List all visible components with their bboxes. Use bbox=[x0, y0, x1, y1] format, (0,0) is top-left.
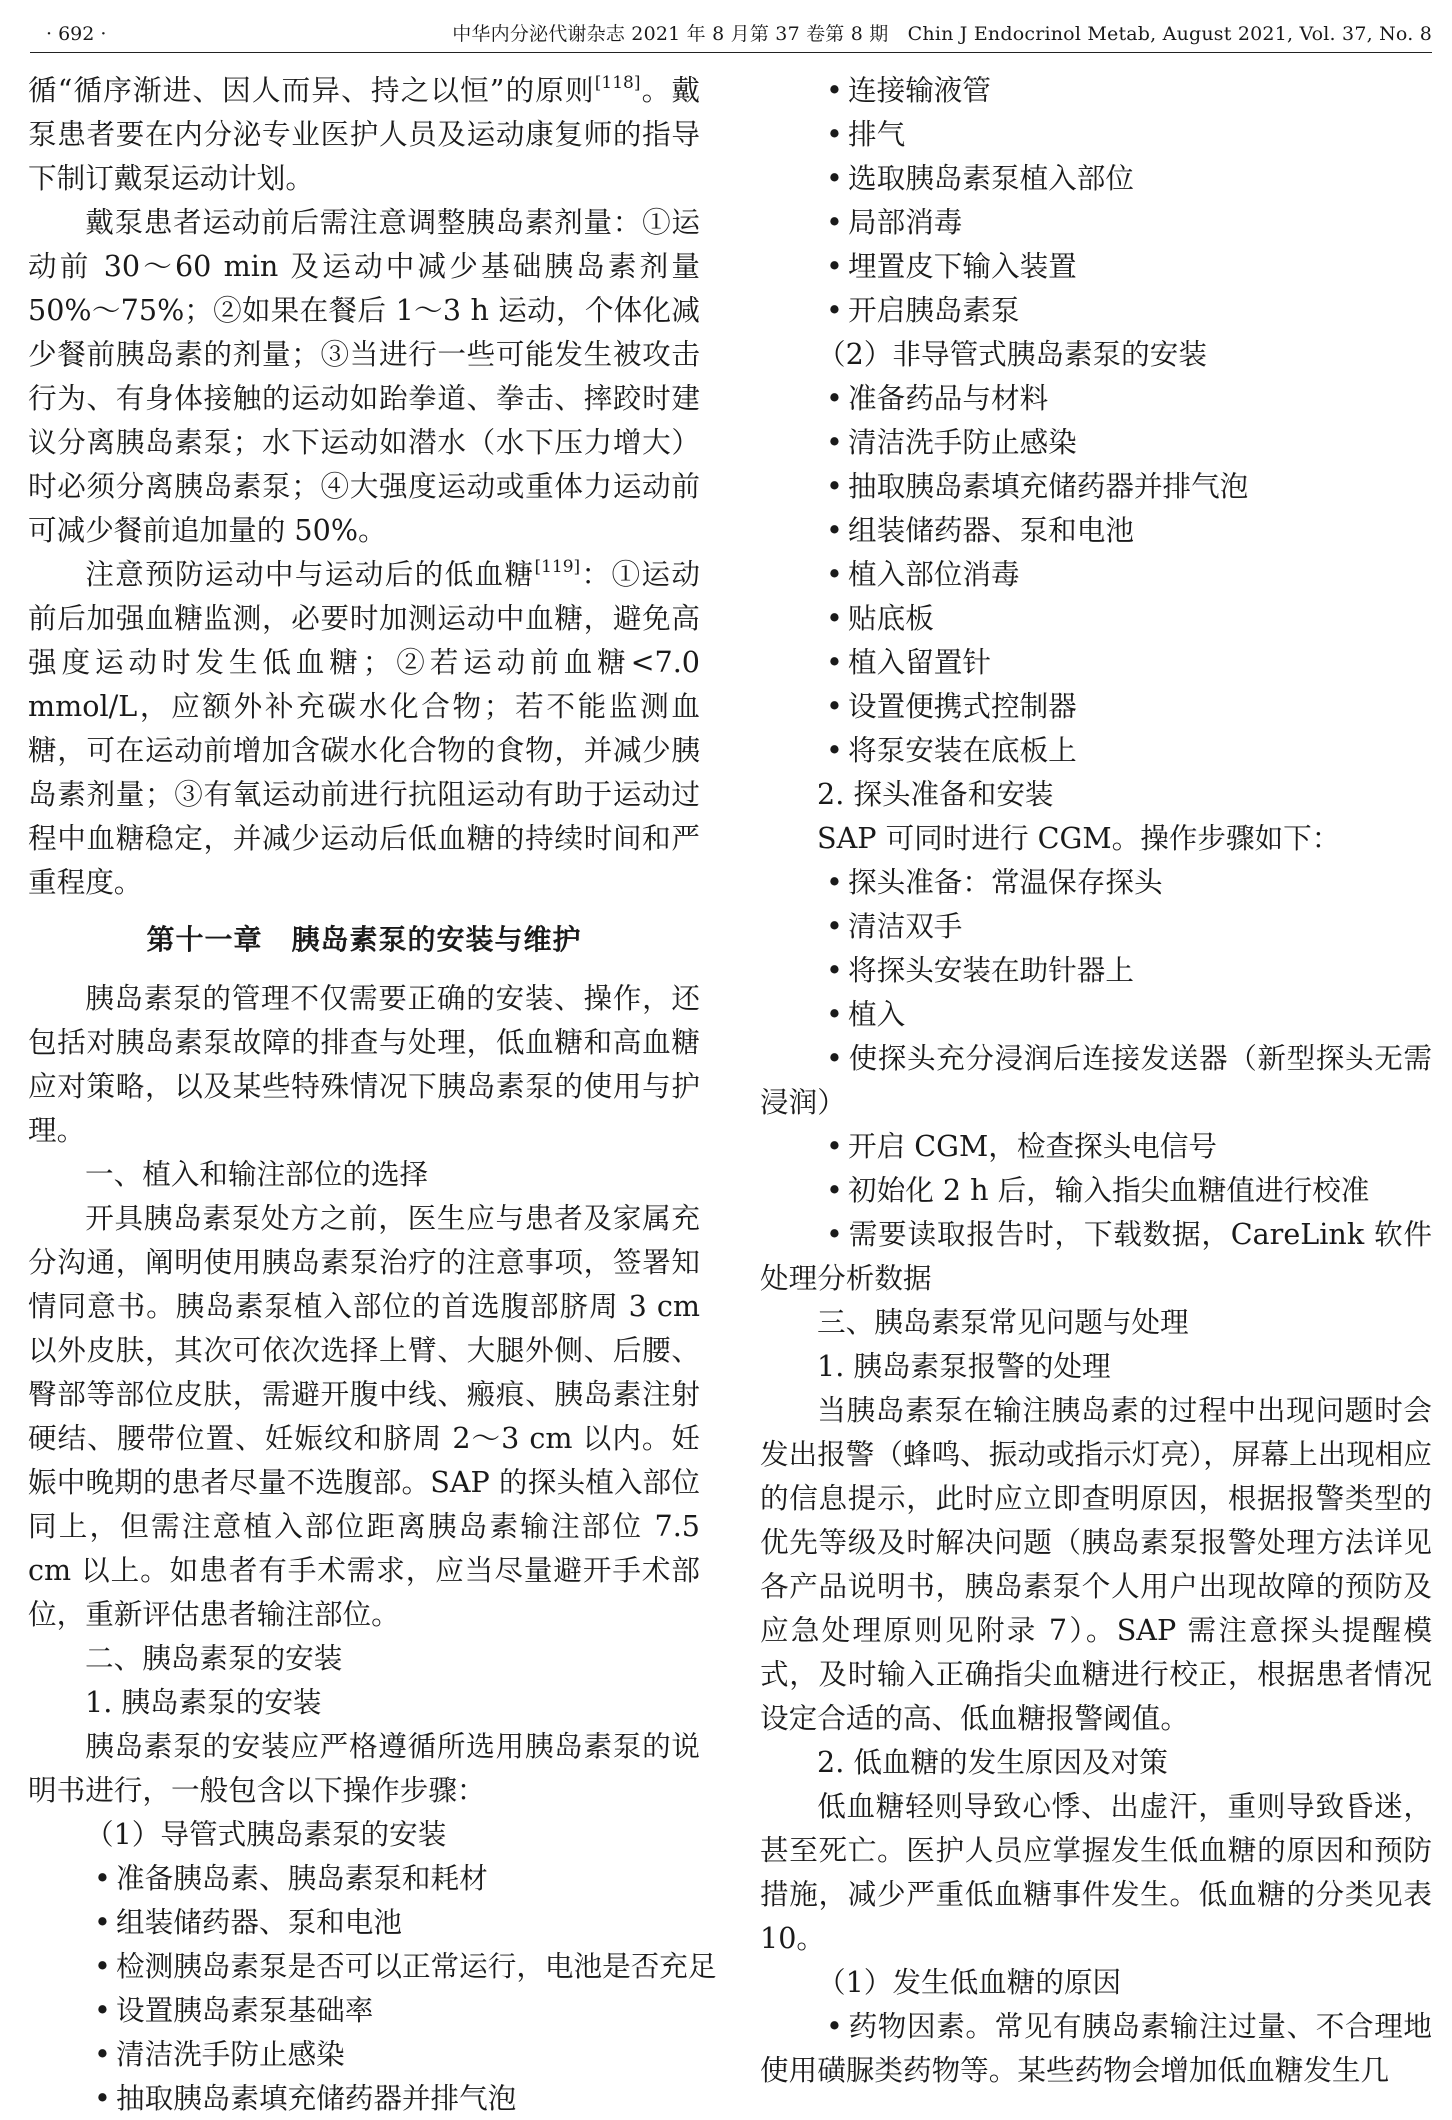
list-item: • 准备药品与材料 bbox=[826, 381, 1049, 415]
list-item: • 组装储药器、泵和电池 bbox=[94, 1905, 402, 1939]
list-item: • 开启 CGM，检查探头电信号 bbox=[826, 1129, 1218, 1163]
list-item: • 清洁洗手防止感染 bbox=[94, 2037, 345, 2071]
section-heading: 三、胰岛素泵常见问题与处理 bbox=[817, 1305, 1189, 1339]
paragraph: 注意预防运动中与运动后的低血糖[119]：①运动前后加强血糖监测，必要时加测运动中血糖，避免高强度运动时发生低血糖；②若运动前血糖<7.0 mmol/L，应额外补充碳水化合物；若不能监测血糖，可在运动前增加含碳水化合物的食物，并减少胰岛素剂量；③有氧运动前进行抗阻运动有助于运动过程中血糖稳定，并减少运动后低血糖的持续时间和严重程度。 bbox=[28, 557, 700, 899]
paragraph: 胰岛素泵的管理不仅需要正确的安装、操作，还包括对胰岛素泵故障的排查与处理，低血糖和高血糖应对策略，以及某些特殊情况下胰岛素泵的使用与护理。 bbox=[28, 981, 700, 1147]
list-item: • 排气 bbox=[826, 117, 906, 151]
paragraph: 循“循序渐进、因人而异、持之以恒”的原则[118]。戴泵患者要在内分泌专业医护人员及运动康复师的指导下制订戴泵运动计划。 bbox=[28, 73, 700, 195]
subsection-heading: （1）发生低血糖的原因 bbox=[817, 1965, 1122, 1999]
page-number: · 692 · bbox=[46, 23, 107, 45]
list-item: • 局部消毒 bbox=[826, 205, 963, 239]
list-item: • 植入留置针 bbox=[826, 645, 991, 679]
subsection-heading: 1. 胰岛素泵的安装 bbox=[85, 1685, 322, 1719]
list-item: • 清洁双手 bbox=[826, 909, 963, 943]
section-heading: 二、胰岛素泵的安装 bbox=[85, 1641, 343, 1675]
list-item: • 埋置皮下输入装置 bbox=[826, 249, 1077, 283]
list-item: • 组装储药器、泵和电池 bbox=[826, 513, 1134, 547]
paragraph: 开具胰岛素泵处方之前，医生应与患者及家属充分沟通，阐明使用胰岛素泵治疗的注意事项，签署知情同意书。胰岛素泵植入部位的首选腹部脐周 3 cm 以外皮肤，其次可依次选择上臂、大腿外侧、后腰、臀部等部位皮肤，需避开腹中线、瘢痕、胰岛素注射硬结、腰带位置、妊娠纹和脐周 2～3 cm 以内。妊娠中晚期的患者尽量不选腹部。SAP 的探头植入部位同上，但需注意植入部位距离胰岛素输注部位 7.5 cm 以上。如患者有手术需求，应当尽量避开手术部位，重新评估患者输注部位。 bbox=[28, 1201, 700, 1631]
running-header bbox=[30, 18, 1432, 50]
list-item: • 设置便携式控制器 bbox=[826, 689, 1077, 723]
subsection-heading: （2）非导管式胰岛素泵的安装 bbox=[817, 337, 1207, 371]
list-item: • 植入 bbox=[826, 997, 906, 1031]
paragraph: 胰岛素泵的安装应严格遵循所选用胰岛素泵的说明书进行，一般包含以下操作步骤： bbox=[28, 1729, 700, 1807]
list-item: • 连接输液管 bbox=[826, 73, 991, 107]
list-item: • 选取胰岛素泵植入部位 bbox=[826, 161, 1134, 195]
list-item: • 抽取胰岛素填充储药器并排气泡 bbox=[826, 469, 1249, 503]
subsection-heading: 1. 胰岛素泵报警的处理 bbox=[817, 1349, 1111, 1383]
list-item: • 需要读取报告时，下载数据，CareLink 软件处理分析数据 bbox=[760, 1217, 1432, 1295]
list-item: • 初始化 2 h 后，输入指尖血糖值进行校准 bbox=[826, 1173, 1370, 1207]
list-item: • 将泵安装在底板上 bbox=[826, 733, 1077, 767]
header-rule bbox=[30, 52, 1432, 53]
list-item: • 探头准备：常温保存探头 bbox=[826, 865, 1163, 899]
subsection-heading: 2. 低血糖的发生原因及对策 bbox=[817, 1745, 1168, 1779]
section-heading: 一、植入和输注部位的选择 bbox=[85, 1157, 429, 1191]
list-item: • 清洁洗手防止感染 bbox=[826, 425, 1077, 459]
paragraph: 低血糖轻则导致心悸、出虚汗，重则导致昏迷，甚至死亡。医护人员应掌握发生低血糖的原因和预防措施，减少严重低血糖事件发生。低血糖的分类见表 10。 bbox=[760, 1789, 1432, 1955]
list-item: • 检测胰岛素泵是否可以正常运行，电池是否充足 bbox=[94, 1949, 717, 1983]
subsection-heading: （1）导管式胰岛素泵的安装 bbox=[85, 1817, 447, 1851]
list-item: • 抽取胰岛素填充储药器并排气泡 bbox=[94, 2081, 517, 2115]
subsection-heading: 2. 探头准备和安装 bbox=[817, 777, 1054, 811]
left-column bbox=[28, 68, 717, 2120]
paragraph: 戴泵患者运动前后需注意调整胰岛素剂量：①运动前 30～60 min 及运动中减少基础胰岛素剂量 50%～75%；②如果在餐后 1～3 h 运动，个体化减少餐前胰岛素的剂量；③当进行一些可能发生被攻击行为、有身体接触的运动如跆拳道、拳击、摔跤时建议分离胰岛素泵；水下运动如潜水（水下压力增大）时必须分离胰岛素泵；④大强度运动或重体力运动前可减少餐前追加量的 50%。 bbox=[28, 205, 700, 547]
citation-ref[interactable]: [119] bbox=[534, 557, 581, 577]
paragraph: SAP 可同时进行 CGM。操作步骤如下： bbox=[817, 821, 1341, 855]
list-item: • 将探头安装在助针器上 bbox=[826, 953, 1134, 987]
citation-ref[interactable]: [118] bbox=[594, 73, 641, 93]
chapter-title: 第十一章 胰岛素泵的安装与维护 bbox=[146, 923, 582, 956]
list-item: • 开启胰岛素泵 bbox=[826, 293, 1020, 327]
list-item: • 植入部位消毒 bbox=[826, 557, 1020, 591]
list-item: • 药物因素。常见有胰岛素输注过量、不合理地使用磺脲类药物等。某些药物会增加低血糖发生几 bbox=[760, 2009, 1432, 2087]
list-item: • 准备胰岛素、胰岛素泵和耗材 bbox=[94, 1861, 488, 1895]
journal-citation: 中华内分泌代谢杂志 2021 年 8 月第 37 卷第 8 期 Chin J Endocrinol Metab, August 2021, Vol. 37, No. 8 bbox=[452, 23, 1432, 45]
list-item: • 设置胰岛素泵基础率 bbox=[94, 1993, 374, 2027]
right-column bbox=[760, 68, 1432, 2092]
paragraph: 当胰岛素泵在输注胰岛素的过程中出现问题时会发出报警（蜂鸣、振动或指示灯亮），屏幕上出现相应的信息提示，此时应立即查明原因，根据报警类型的优先等级及时解决问题（胰岛素泵报警处理方法详见各产品说明书，胰岛素泵个人用户出现故障的预防及应急处理原则见附录 7）。SAP 需注意探头提醒模式，及时输入正确指尖血糖进行校正，根据患者情况设定合适的高、低血糖报警阈值。 bbox=[760, 1393, 1432, 1735]
list-item: • 使探头充分浸润后连接发送器（新型探头无需浸润） bbox=[760, 1041, 1432, 1119]
list-item: • 贴底板 bbox=[826, 601, 934, 635]
